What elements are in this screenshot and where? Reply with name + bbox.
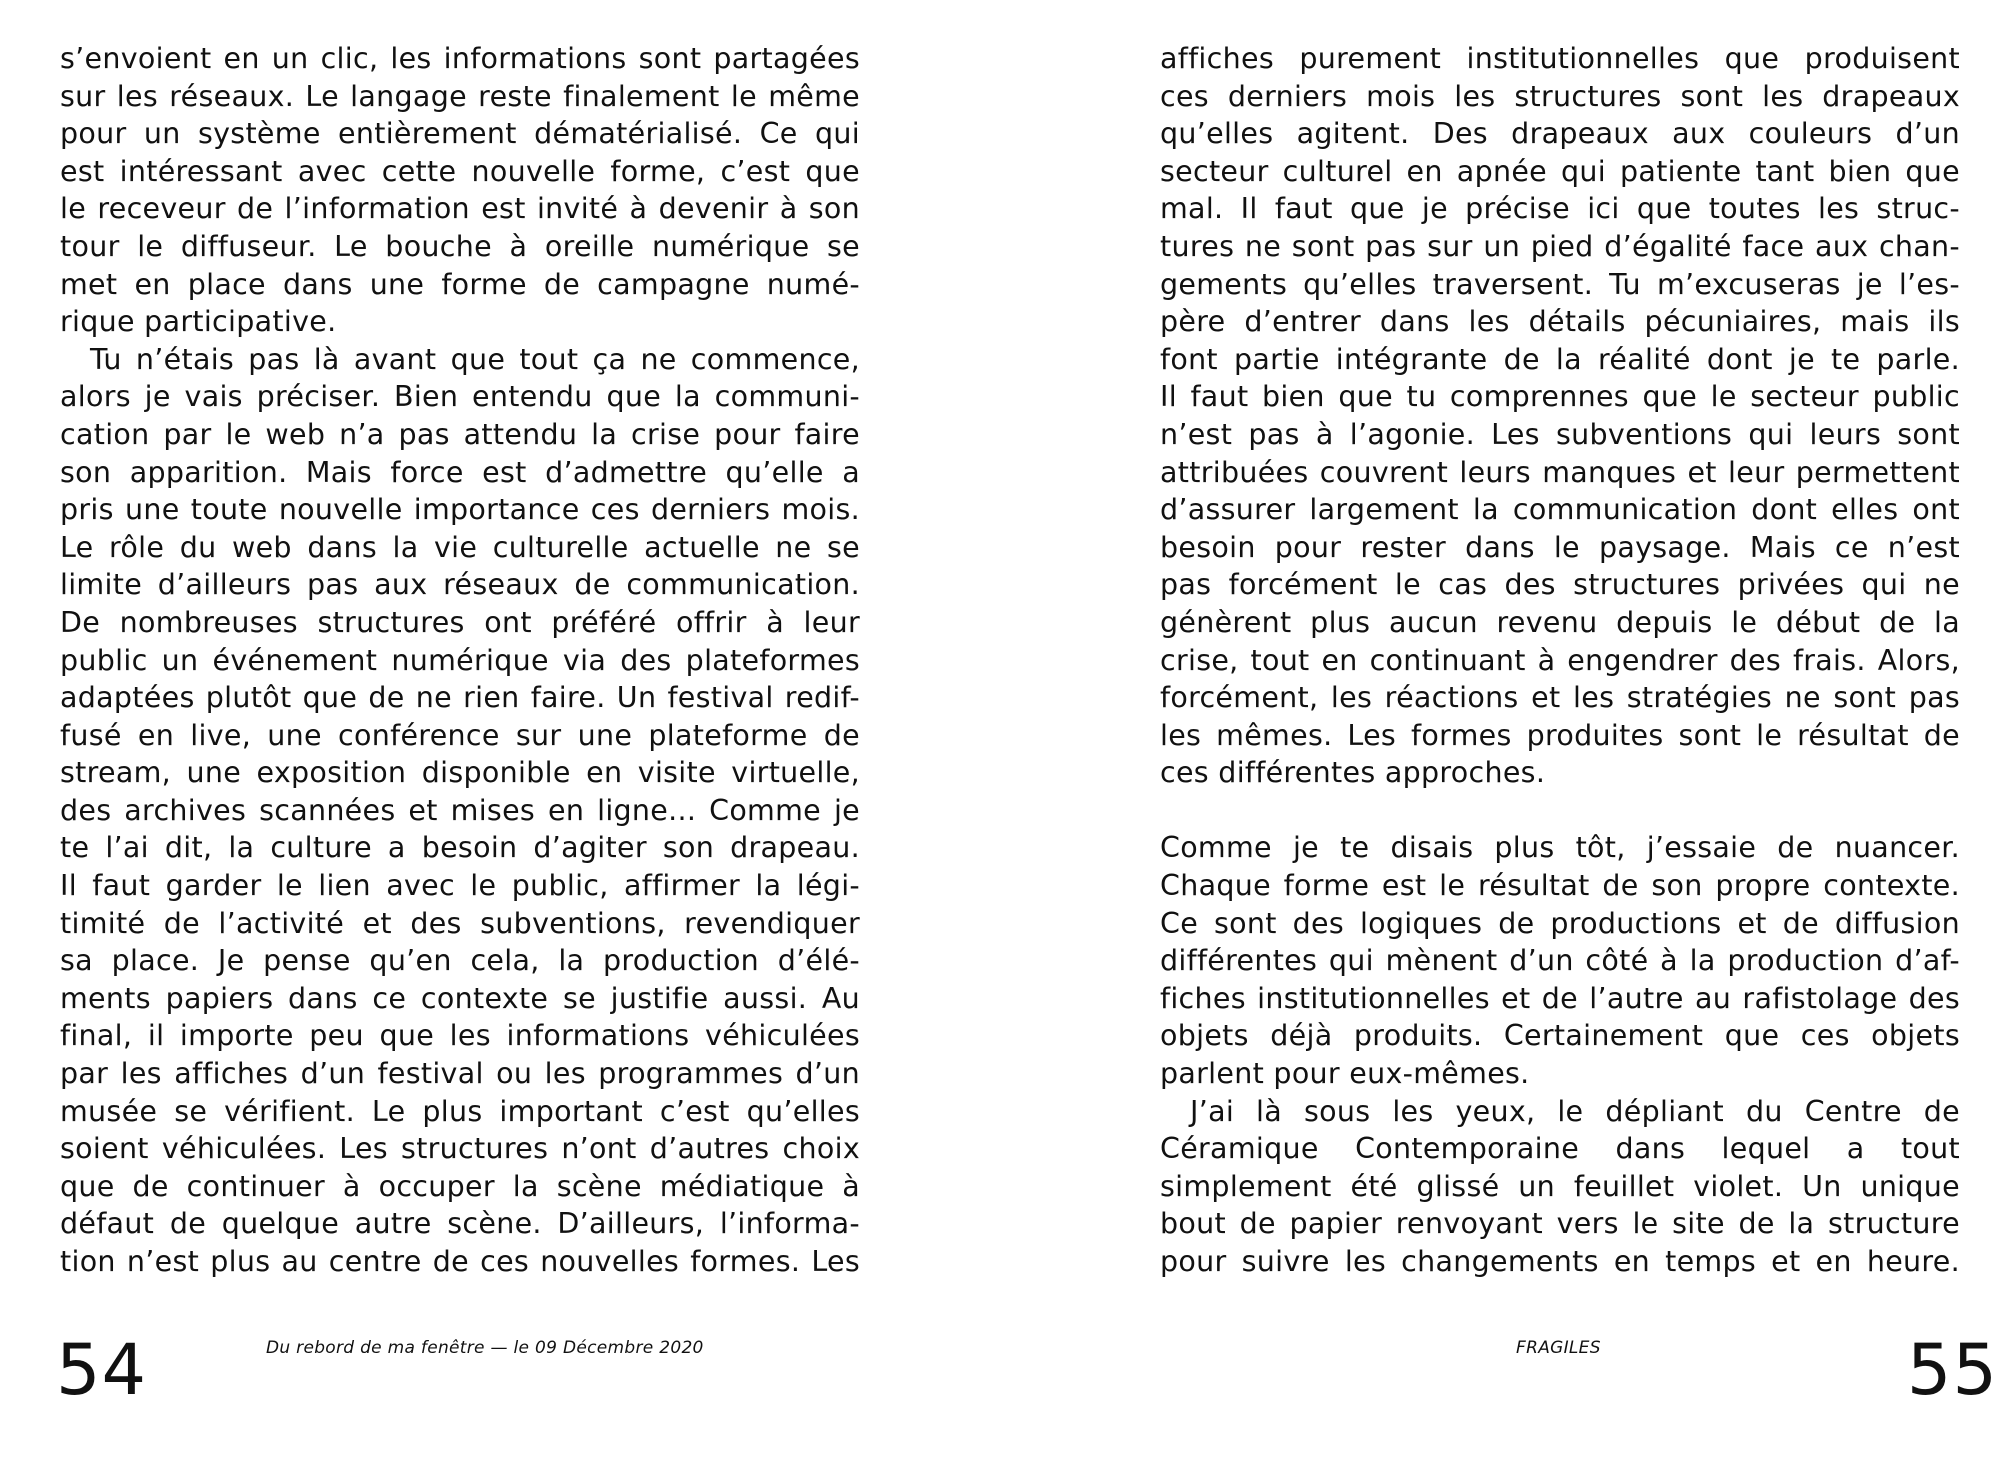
text-line: soient véhiculées. Les structures n’ont d’autres choix (60, 1132, 860, 1166)
paragraph-gap (1160, 792, 1960, 830)
text-line: pour suivre les changements en temps et en heure. (1160, 1245, 1960, 1278)
text-line: ments papiers dans ce contexte se justifie aussi. Au (60, 981, 860, 1015)
text-line: d’assurer largement la communication dont elles ont (1160, 493, 1960, 527)
text-line: son apparition. Mais force est d’admettre qu’elle a (60, 455, 860, 489)
page-number: 55 (1906, 1329, 1998, 1411)
text-line: parlent pour eux-mêmes. (1160, 1057, 1530, 1091)
text-line: fusé en live, une conférence sur une plateforme de (60, 718, 860, 752)
text-line: fiches institutionnelles et de l’autre au rafistolage des (1160, 981, 1960, 1015)
text-line: forcément, les réactions et les stratégies ne sont pas (1160, 681, 1960, 715)
text-line: Céramique Contemporaine dans lequel a tout (1160, 1132, 1960, 1166)
text-line: sa place. Je pense qu’en cela, la production d’élé- (60, 944, 860, 978)
text-line: objets déjà produits. Certainement que ces objets (1160, 1019, 1960, 1053)
text-line: tour le diffuseur. Le bouche à oreille numérique se (60, 229, 860, 263)
paragraph-first-line: J’ai là sous les yeux, le dépliant du Centre de (1190, 1094, 1960, 1128)
paragraph-first-line: Comme je te disais plus tôt, j’essaie de nuancer. (1160, 831, 1960, 865)
right-page (1004, 0, 2008, 1476)
text-line: ces derniers mois les structures sont les drapeaux (1160, 79, 1960, 113)
text-line: n’est pas à l’agonie. Les subventions qui leurs sont (1160, 417, 1960, 451)
running-header: Du rebord de ma fenêtre — le 09 Décembre 2020 (266, 1338, 704, 1358)
text-line: mal. Il faut que je précise ici que toutes les struc- (1160, 192, 1960, 226)
text-line: simplement été glissé un feuillet violet. Un unique (1160, 1169, 1960, 1203)
text-line: s’envoient en un clic, les informations sont partagées (60, 42, 860, 75)
text-line: gements qu’elles traversent. Tu m’excuseras je l’es- (1160, 267, 1960, 301)
text-line: attribuées couvrent leurs manques et leur permettent (1160, 455, 1960, 489)
text-line: adaptées plutôt que de ne rien faire. Un festival redif- (60, 681, 860, 715)
text-line: besoin pour rester dans le paysage. Mais ce n’est (1160, 530, 1960, 564)
text-line: Il faut garder le lien avec le public, affirmer la légi- (60, 869, 860, 903)
text-line: Ce sont des logiques de productions et de diffusion (1160, 906, 1960, 940)
text-line: les mêmes. Les formes produites sont le résultat de (1160, 718, 1960, 752)
page-number: 54 (56, 1329, 148, 1411)
paragraph-first-line: Tu n’étais pas là avant que tout ça ne commence, (90, 342, 860, 376)
text-line: cation par le web n’a pas attendu la crise pour faire (60, 417, 860, 451)
left-page-body (60, 40, 860, 1281)
text-line: timité de l’activité et des subventions, revendiquer (60, 906, 860, 940)
text-line: font partie intégrante de la réalité dont je te parle. (1160, 342, 1960, 376)
text-line: des archives scannées et mises en ligne... Comme je (60, 793, 860, 827)
text-line: Il faut bien que tu comprennes que le secteur public (1160, 380, 1960, 414)
text-line: qu’elles agitent. Des drapeaux aux couleurs d’un (1160, 117, 1960, 151)
right-page-body (1160, 40, 1960, 1281)
text-line: rique participative. (60, 305, 337, 339)
text-line: défaut de quelque autre scène. D’ailleurs, l’informa- (60, 1207, 860, 1241)
text-line: secteur culturel en apnée qui patiente tant bien que (1160, 154, 1960, 188)
text-line: génèrent plus aucun revenu depuis le début de la (1160, 605, 1960, 639)
text-line: que de continuer à occuper la scène médiatique à (60, 1169, 860, 1203)
running-header: FRAGILES (1516, 1338, 1601, 1358)
text-line: limite d’ailleurs pas aux réseaux de communication. (60, 568, 860, 602)
text-line: pas forcément le cas des structures privées qui ne (1160, 568, 1960, 602)
text-line: final, il importe peu que les informations véhiculées (60, 1019, 860, 1053)
text-line: différentes qui mènent d’un côté à la production d’af- (1160, 944, 1960, 978)
text-line: le receveur de l’information est invité à devenir à son (60, 192, 860, 226)
text-line: par les affiches d’un festival ou les programmes d’un (60, 1057, 860, 1091)
text-line: affiches purement institutionnelles que produisent (1160, 42, 1960, 75)
text-line: tion n’est plus au centre de ces nouvelles formes. Les (60, 1245, 860, 1278)
text-line: bout de papier renvoyant vers le site de la structure (1160, 1207, 1960, 1241)
text-line: te l’ai dit, la culture a besoin d’agiter son drapeau. (60, 831, 860, 865)
text-line: ces différentes approches. (1160, 756, 1546, 790)
text-line: alors je vais préciser. Bien entendu que la communi- (60, 380, 860, 414)
text-line: Le rôle du web dans la vie culturelle actuelle ne se (60, 530, 860, 564)
text-line: public un événement numérique via des plateformes (60, 643, 860, 677)
text-line: stream, une exposition disponible en visite virtuelle, (60, 756, 860, 790)
text-line: crise, tout en continuant à engendrer des frais. Alors, (1160, 643, 1960, 677)
text-line: pris une toute nouvelle importance ces derniers mois. (60, 493, 860, 527)
text-line: musée se vérifient. Le plus important c’est qu’elles (60, 1094, 860, 1128)
text-line: sur les réseaux. Le langage reste finalement le même (60, 79, 860, 113)
text-line: est intéressant avec cette nouvelle forme, c’est que (60, 154, 860, 188)
text-line: De nombreuses structures ont préféré offrir à leur (60, 605, 860, 639)
text-line: pour un système entièrement dématérialisé. Ce qui (60, 117, 860, 151)
text-line: Chaque forme est le résultat de son propre contexte. (1160, 869, 1960, 903)
text-line: met en place dans une forme de campagne numé- (60, 267, 860, 301)
text-line: père d’entrer dans les détails pécuniaires, mais ils (1160, 305, 1960, 339)
text-line: tures ne sont pas sur un pied d’égalité face aux chan- (1160, 229, 1960, 263)
